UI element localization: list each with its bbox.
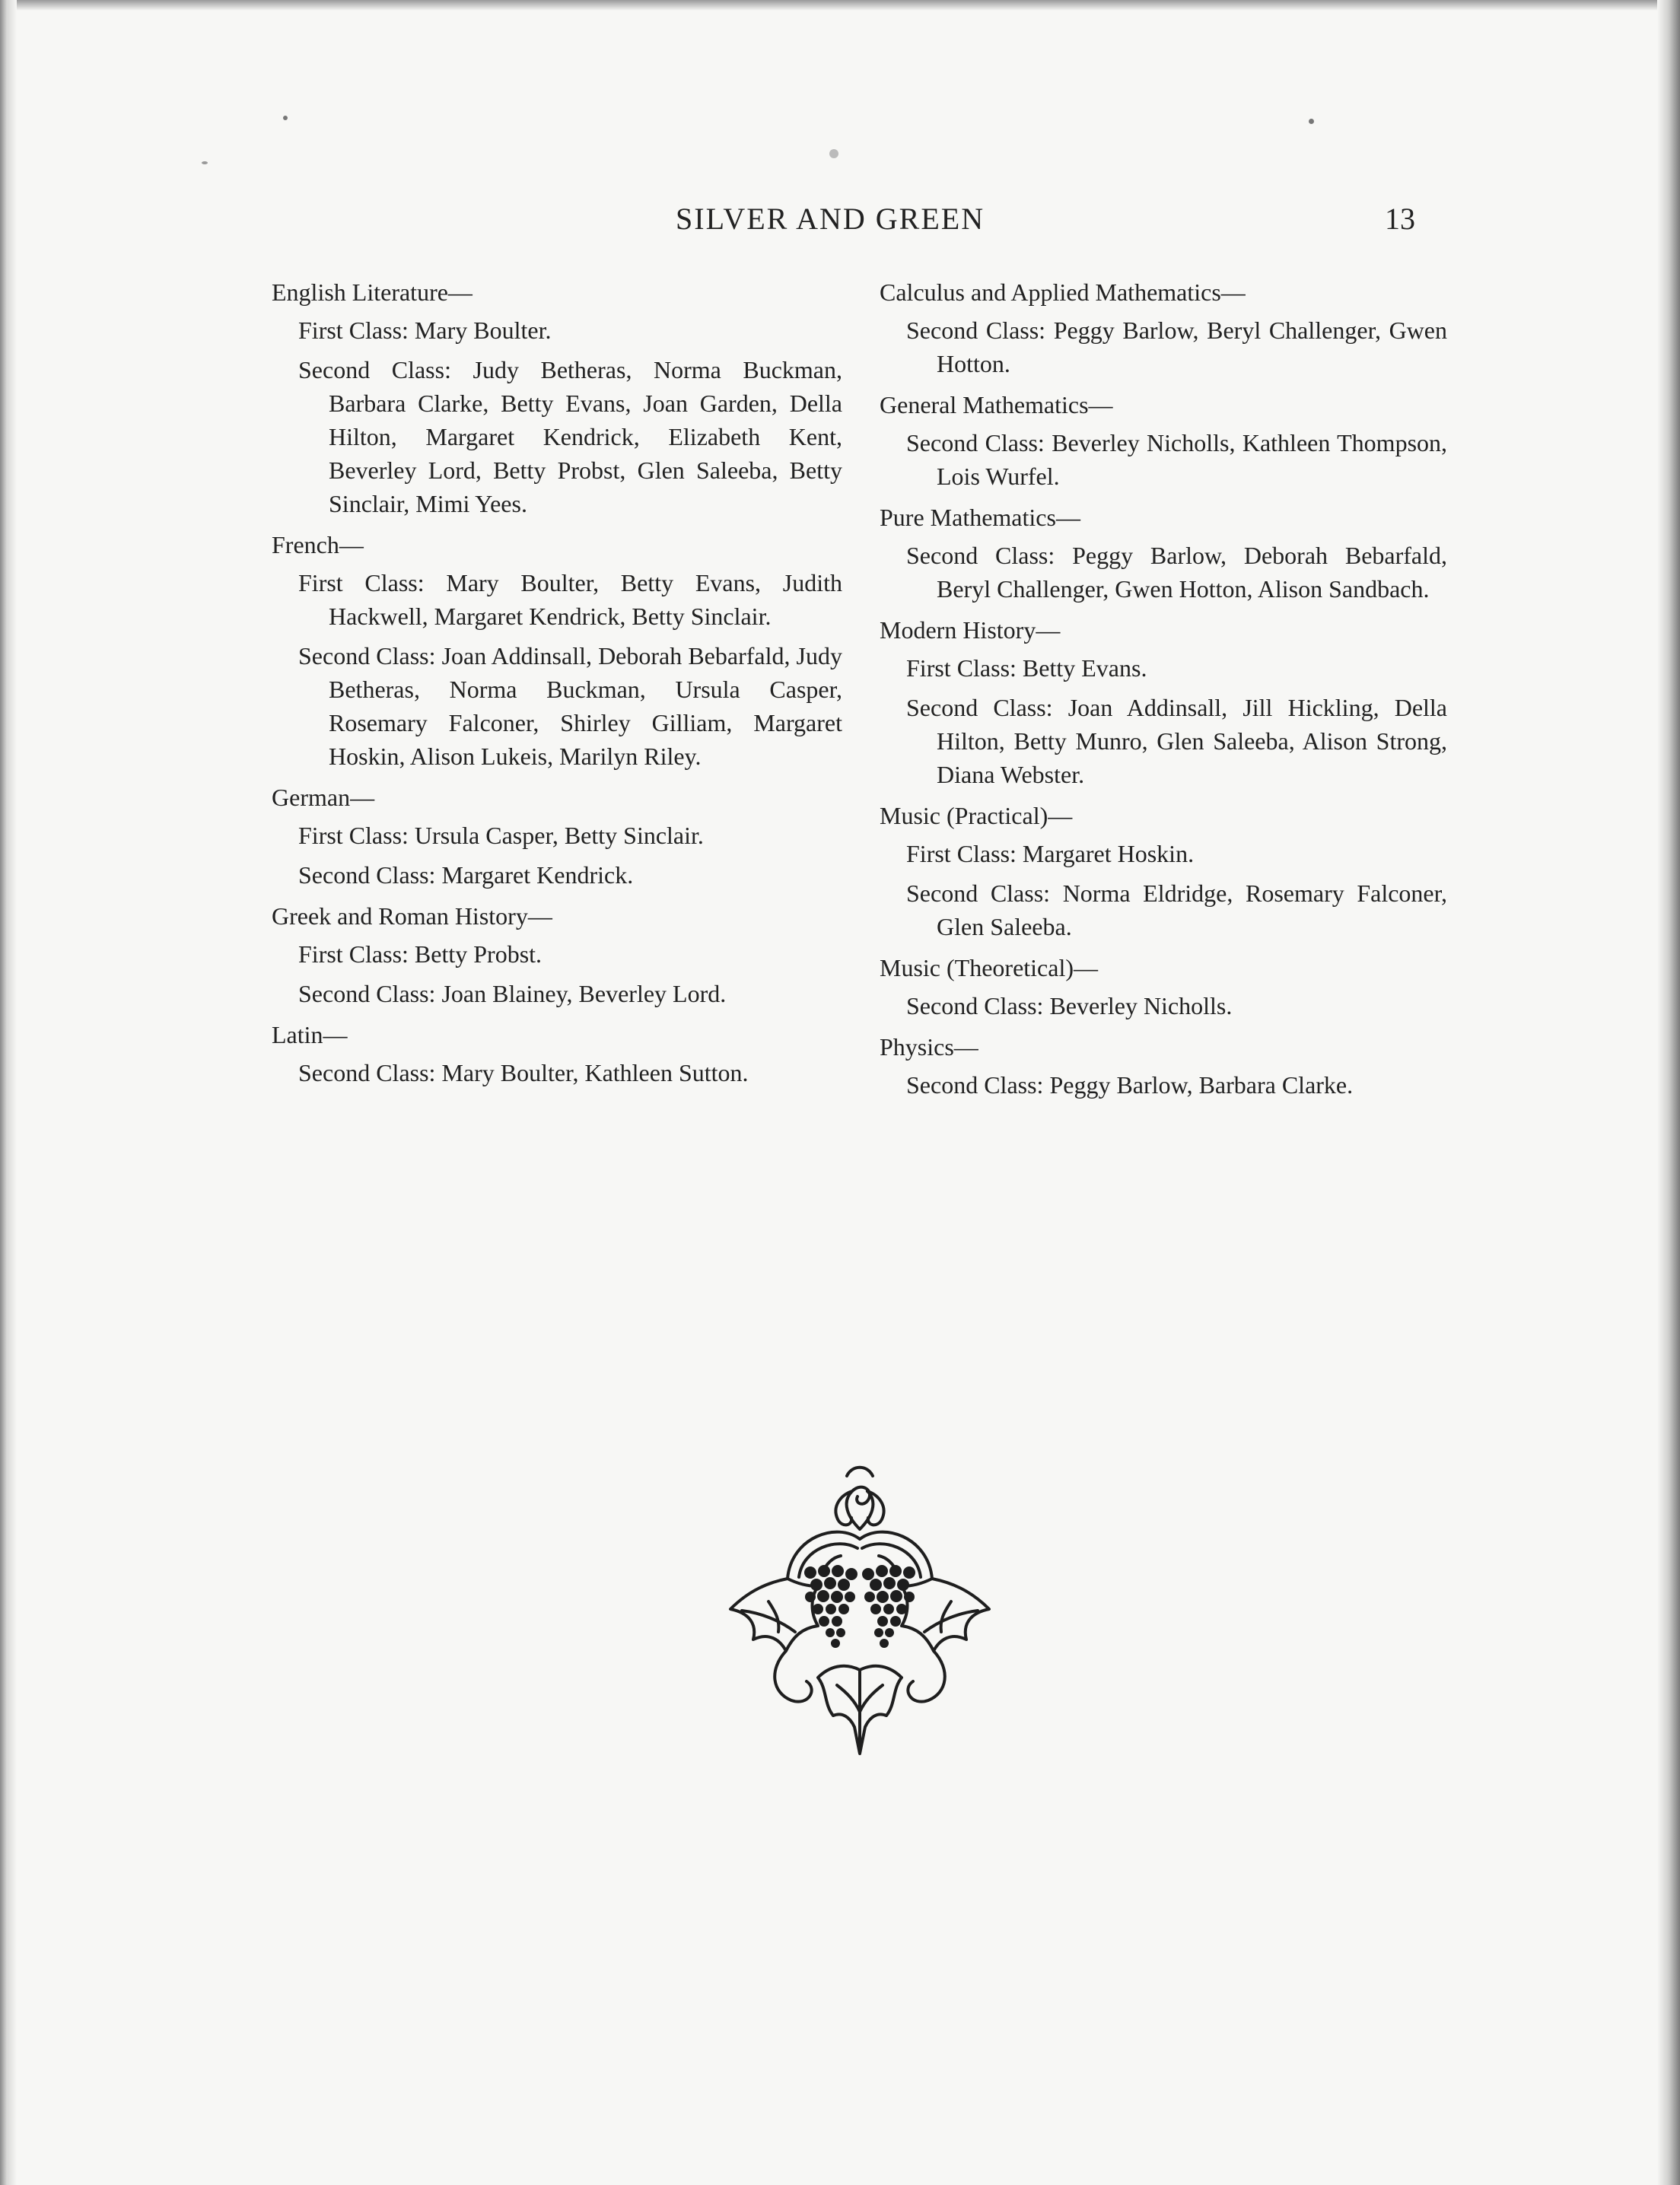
page-edge-left (0, 0, 17, 2185)
subject-heading: Latin— (272, 1021, 348, 1048)
class-entry (272, 639, 842, 773)
class-names: Ursula Casper, Betty Sinclair. (414, 822, 704, 849)
subject-block (880, 1030, 1447, 1102)
class-names: Peggy Barlow, Deborah Bebarfald, Beryl Challenger, Gwen Hotton, Alison Sandbach. (937, 542, 1448, 603)
subject-heading: Physics— (880, 1033, 978, 1061)
class-label: Second Class: (906, 1071, 1044, 1099)
class-label: First Class: (906, 840, 1017, 867)
class-entry (880, 1068, 1447, 1102)
class-label: Second Class: (906, 542, 1055, 569)
class-names: Joan Addinsall, Jill Hickling, Della Hilton, Betty Munro, Glen Saleeba, Alison Strong, Diana Webster. (937, 694, 1448, 788)
class-label: First Class: (906, 654, 1017, 682)
class-entry (272, 819, 842, 852)
class-entry (880, 313, 1447, 380)
class-label: Second Class: (298, 861, 436, 889)
subject-block (880, 275, 1447, 380)
subject-block (272, 781, 842, 892)
subject-block (880, 501, 1447, 606)
class-label: Second Class: (906, 429, 1045, 456)
left-column (272, 275, 842, 1097)
paper-speck (283, 116, 288, 120)
subject-heading: Music (Practical)— (880, 802, 1073, 829)
subject-heading: English Literature— (272, 278, 473, 306)
class-entry (272, 977, 842, 1010)
grapevine-ornament-icon (696, 1449, 1023, 1776)
subject-heading: Modern History— (880, 616, 1061, 644)
subject-heading: French— (272, 531, 364, 558)
class-entry (272, 858, 842, 892)
subject-heading: Music (Theoretical)— (880, 954, 1098, 981)
running-title: SILVER AND GREEN (676, 202, 985, 236)
class-names: Joan Addinsall, Deborah Bebarfald, Judy Betheras, Norma Buckman, Ursula Casper, Rosemary Falconer, Shirley Gilliam, Margaret Hoskin, Alison Lukeis, Marilyn Riley. (329, 642, 843, 770)
subject-block (272, 1018, 842, 1089)
class-entry (880, 989, 1447, 1023)
class-label: Second Class: (906, 316, 1046, 344)
subject-block (880, 388, 1447, 493)
class-entry (272, 566, 842, 633)
class-label: Second Class: (906, 694, 1053, 721)
class-entry (880, 691, 1447, 791)
class-names: Judy Betheras, Norma Buckman, Barbara Clarke, Betty Evans, Joan Garden, Della Hilton, Margaret Kendrick, Elizabeth Kent, Beverley Lord, Betty Probst, Glen Saleeba, Betty Sinclair, Mimi Yees. (329, 356, 842, 517)
class-names: Peggy Barlow, Beryl Challenger, Gwen Hotton. (937, 316, 1448, 377)
class-names: Betty Probst. (414, 940, 542, 968)
class-label: Second Class: (298, 1059, 436, 1086)
class-entry (272, 1056, 842, 1089)
right-column (880, 275, 1447, 1109)
page-number: 13 (1385, 202, 1415, 236)
running-head (0, 201, 1680, 246)
class-entry (880, 651, 1447, 685)
class-names: Margaret Hoskin. (1022, 840, 1195, 867)
class-entry (880, 426, 1447, 493)
class-names: Beverley Nicholls. (1049, 992, 1233, 1019)
class-entry (880, 876, 1447, 943)
paper-speck (829, 149, 838, 158)
class-names: Mary Boulter, Kathleen Sutton. (441, 1059, 749, 1086)
page-edge-top (0, 0, 1680, 11)
subject-block (272, 528, 842, 773)
class-label: First Class: (298, 316, 409, 344)
class-label: Second Class: (298, 356, 451, 383)
class-label: First Class: (298, 822, 409, 849)
class-label: Second Class: (906, 992, 1044, 1019)
class-entry (272, 313, 842, 347)
class-names: Norma Eldridge, Rosemary Falconer, Glen Saleeba. (937, 879, 1448, 940)
class-entry (272, 353, 842, 520)
class-label: Second Class: (906, 879, 1051, 907)
paper-speck (1309, 119, 1314, 124)
subject-heading: Pure Mathematics— (880, 504, 1080, 531)
subject-heading: German— (272, 784, 375, 811)
class-entry (880, 539, 1447, 606)
class-label: First Class: (298, 569, 425, 596)
subject-heading: General Mathematics— (880, 391, 1113, 418)
class-names: Joan Blainey, Beverley Lord. (441, 980, 727, 1007)
subject-block (880, 799, 1447, 943)
paper-speck (202, 161, 208, 164)
subject-heading: Calculus and Applied Mathematics— (880, 278, 1246, 306)
subject-block (272, 275, 842, 520)
class-entry (272, 937, 842, 971)
class-names: Margaret Kendrick. (441, 861, 634, 889)
class-entry (880, 837, 1447, 870)
class-names: Peggy Barlow, Barbara Clarke. (1049, 1071, 1354, 1099)
class-names: Mary Boulter. (414, 316, 552, 344)
class-label: Second Class: (298, 980, 436, 1007)
class-label: First Class: (298, 940, 409, 968)
class-names: Betty Evans. (1022, 654, 1147, 682)
subject-block (880, 951, 1447, 1023)
subject-block (880, 613, 1447, 791)
subject-heading: Greek and Roman History— (272, 902, 552, 930)
class-names: Mary Boulter, Betty Evans, Judith Hackwell, Margaret Kendrick, Betty Sinclair. (329, 569, 843, 630)
class-label: Second Class: (298, 642, 436, 669)
page-edge-right (1657, 0, 1680, 2185)
class-names: Beverley Nicholls, Kathleen Thompson, Lois Wurfel. (937, 429, 1448, 490)
subject-block (272, 899, 842, 1010)
